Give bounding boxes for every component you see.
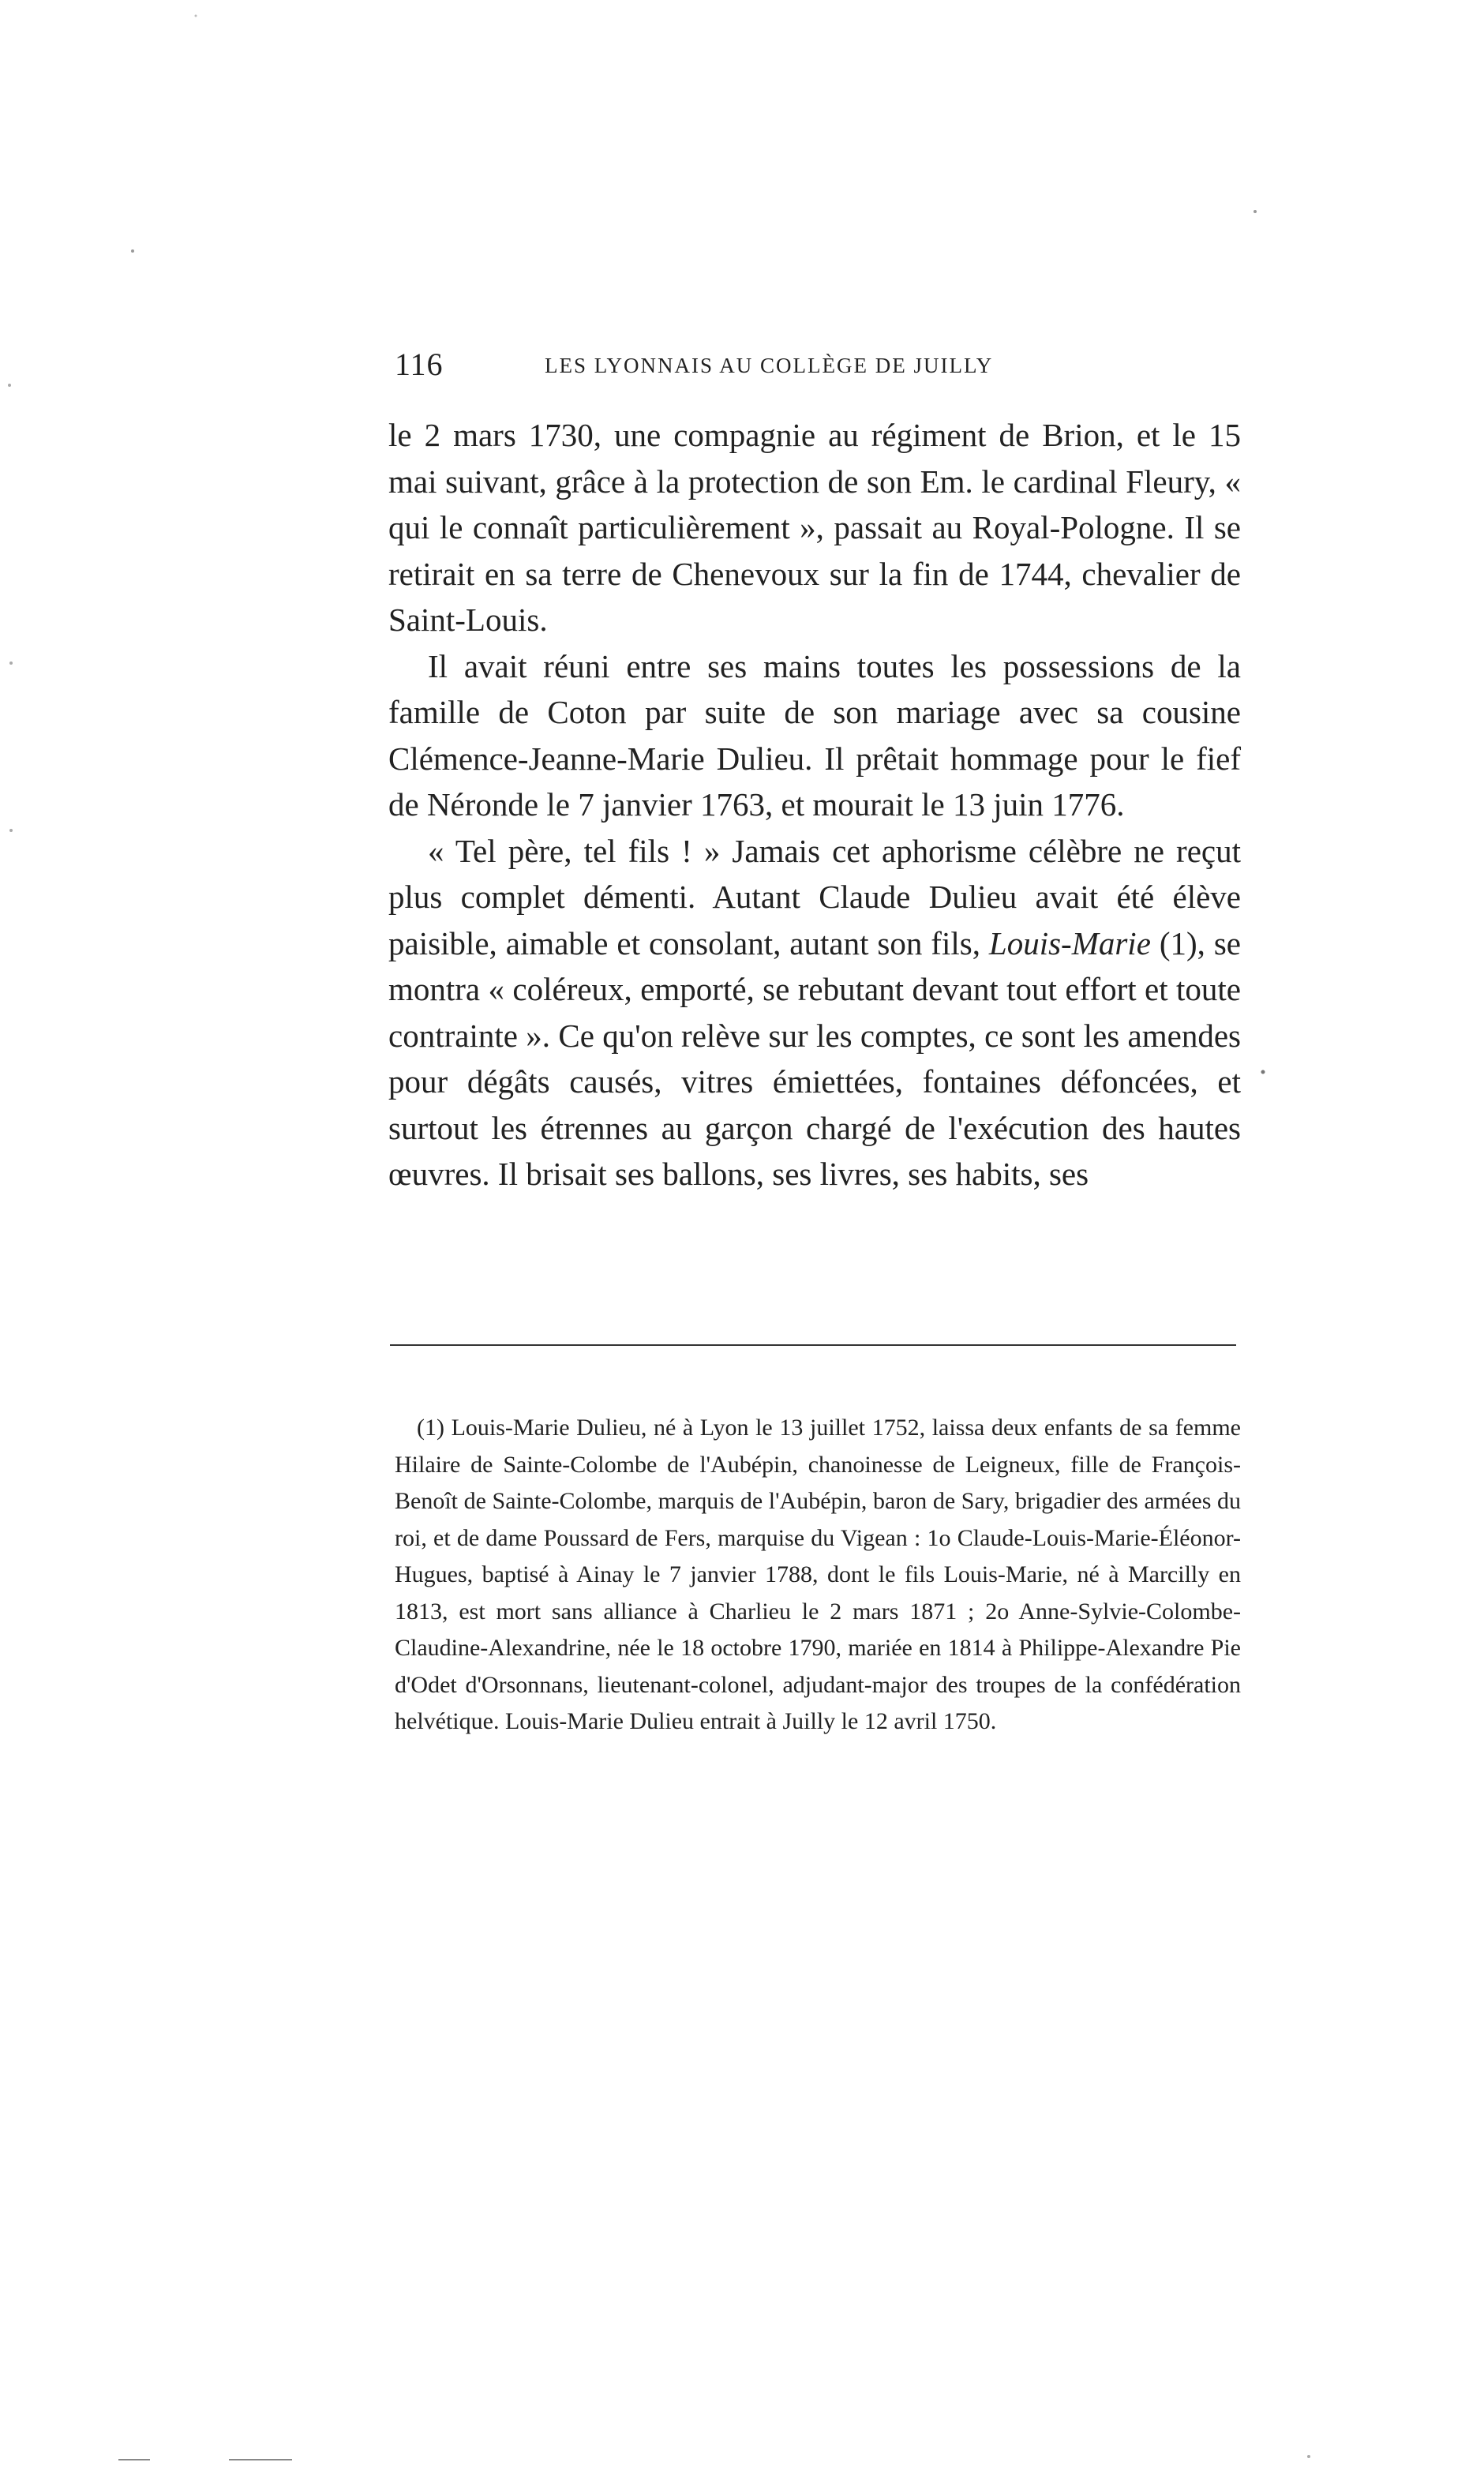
paragraph-2: Il avait réuni entre ses mains toutes les possessions de la famille de Coton par suite de son mariage avec sa cousine Clémence-Jeanne-Marie Dulieu. Il prêtait hommage pour le fief de Néronde le 7 janvier 1763, et mourait le 13 juin 1776. <box>388 647 1241 823</box>
body-text <box>388 412 1241 1197</box>
paragraph-3 <box>388 828 1241 1197</box>
speck <box>1254 210 1257 213</box>
page-number: 116 <box>395 347 444 382</box>
speck <box>1307 2455 1310 2458</box>
footnote-text: (1) Louis-Marie Dulieu, né à Lyon le 13 juillet 1752, laissa deux enfants de sa femme Hilaire de Sainte-Colombe de l'Aubépin, chanoinesse de Leigneux, fille de François-Benoît de Sainte-Colombe, marquis de l'Aubépin, baron de Sary, brigadier des armées du roi, et de dame Poussard de Fers, marquise du Vigean : 1o Claude-Louis-Marie-Éléonor-Hugues, baptisé à Ainay le 7 janvier 1788, dont le fils Louis-Marie, né à Marcilly en 1813, est mort sans alliance à Charlieu le 2 mars 1871 ; 2o Anne-Sylvie-Colombe-Claudine-Alexandrine, née le 18 octobre 1790, mariée en 1814 à Philippe-Alexandre Pie d'Odet d'Orsonnans, lieutenant-colonel, adjudant-major des troupes de la confédération helvétique. Louis-Marie Dulieu entrait à Juilly le 12 avril 1750. <box>395 1415 1241 1734</box>
speck <box>1261 1070 1265 1074</box>
running-head: LES LYONNAIS AU COLLÈGE DE JUILLY <box>545 354 994 377</box>
speck <box>9 661 13 665</box>
paragraph-1: le 2 mars 1730, une compagnie au régiment de Brion, et le 15 mai suivant, grâce à la protection de son Em. le cardinal Fleury, « qui le connaît particulièrement », passait au Royal-Pologne. Il se retirait en sa terre de Chenevoux sur la fin de 1744, chevalier de Saint-Louis. <box>388 417 1241 638</box>
speck <box>9 829 13 832</box>
page-header <box>395 346 1239 385</box>
italic-name: Louis-Marie <box>988 924 1151 961</box>
paragraph-3-text-start: « Tel père, tel fils ! » Jamais cet aphorisme célèbre ne reçut plus complet démenti. Autant Claude Dulieu avait été élève paisible, aimable et consolant, autant son fils, <box>388 832 1241 961</box>
paragraph-3-text-end: (1), se montra « coléreux, emporté, se rebutant devant tout effort et toute contrainte ». Ce qu'on relève sur les comptes, ce sont les amendes pour dégâts causés, vitres émiettées, fontaines défoncées, et surtout les étrennes au garçon chargé de l'exécution des hautes œuvres. Il brisait ses ballons, ses livres, ses habits, ses <box>388 924 1241 1192</box>
footnote <box>395 1410 1241 1741</box>
speck <box>8 384 11 387</box>
footnote-separator-rule <box>390 1344 1236 1346</box>
speck <box>195 15 197 17</box>
speck <box>131 249 134 253</box>
